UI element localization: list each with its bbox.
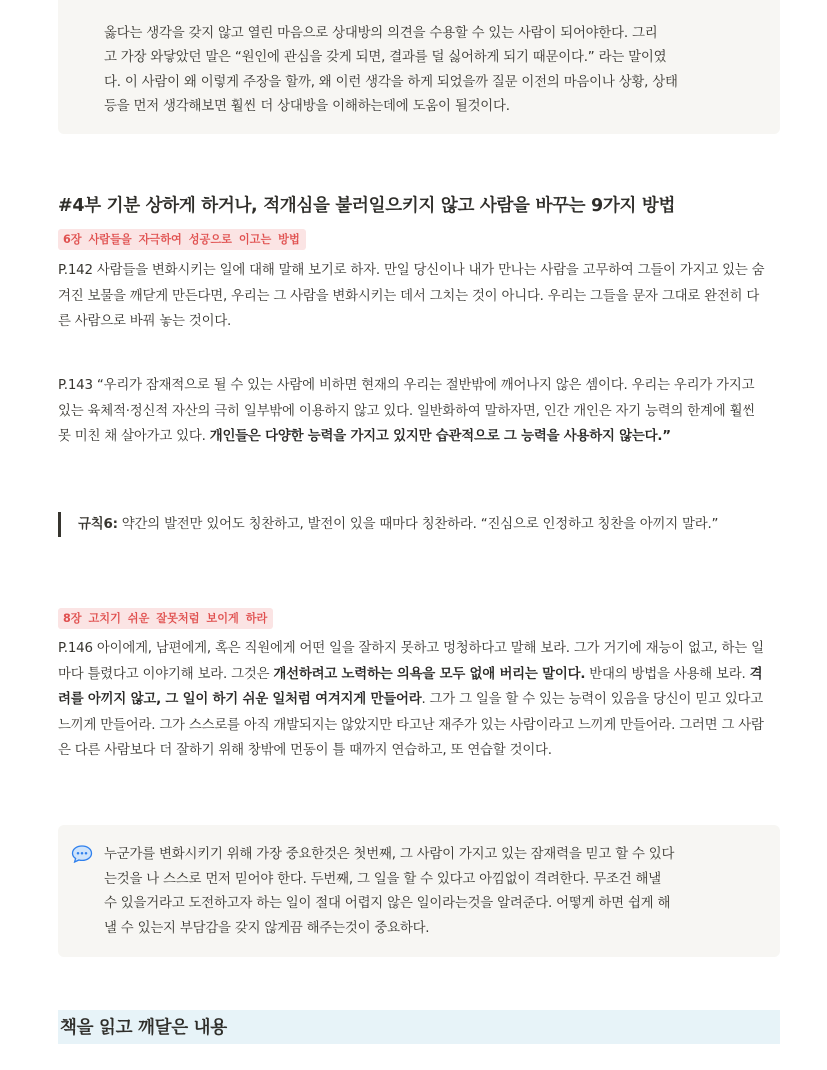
summary-line: 는것을 나 스스로 먼저 믿어야 한다. 두번째, 그 일을 할 수 있다고 아낌없이 격려한다. 무조건 해낼: [104, 871, 661, 887]
paragraph-p146: [58, 636, 770, 764]
callout-line: 다. 이 사람이 왜 이렇게 주장을 할까, 왜 이런 생각을 하게 되었을까 질문 이전의 마음이나 상황, 상태: [104, 74, 678, 90]
callout-line: 고 가장 와닿았던 말은 “원인에 관심을 갖게 되면, 결과를 덜 싫어하게 되기 때문이다.” 라는 말이였: [104, 50, 667, 66]
p143-bold-text: 개인들은 다양한 능력을 가지고 있지만 습관적으로 그 능력을 사용하지 않는다.: [209, 429, 663, 444]
p143-closing-quote: ”: [662, 429, 671, 444]
speech-bubble-icon: [71, 845, 93, 863]
summary-line: 누군가를 변화시키기 위해 가장 중요한것은 첫번째, 그 사람이 가지고 있는 잠재력을 믿고 할 수 있다: [104, 847, 675, 862]
summary-line: 낼 수 있는지 부담감을 갖지 않게끔 해주는것이 중요하다.: [104, 920, 430, 936]
rule-label: 규칙6:: [78, 517, 118, 532]
p143-text: P.143 “우리가 잠재적으로 될 수 있는 사람에 비하면 현재의 우리는 절반밖에 깨어나지 않은 셈이다. 우리는 우리가 가지고 있는 육체적·정신적 자산의 극히 일부밖에 이용하지 않고 있다. 일반화하여 말하자면, 인간 개인은 자기 능력의 한계에 훨씬 못 미친 채 살아가고 있다.: [58, 378, 756, 444]
p146-text-e: . 그가 그 일을 할 수 있는 능력이 있음을 당신이 믿고 있다고 느끼게 만들어라. 그가 스스로를 아직 개발되지는 않았지만 타고난 재주가 있는 사람이라고 느끼게 만들어라. 그러면 그 사람은 다른 사람보다 더 잘하기 위해 창밖에 먼동이 틀 때까지 연습하고, 또 연습할 것이다.: [58, 692, 764, 758]
chapter-tag-6: 6장 사람들을 자극하여 성공으로 이고는 방법: [58, 229, 306, 250]
reflection-callout-top: [58, 0, 780, 134]
rule-body: 약간의 발전만 있어도 칭찬하고, 발전이 있을 때마다 칭찬하라. “진심으로 인정하고 칭찬을 아끼지 말라.”: [117, 517, 719, 532]
reflection-heading: 책을 읽고 깨달은 내용: [58, 1010, 780, 1044]
rule-text: [78, 512, 770, 537]
p146-text-c: 반대의 방법을 사용해 보라.: [585, 666, 750, 682]
paragraph-p143: [58, 373, 770, 450]
p146-text-a: P.146 아이에게, 남편에게, 혹은 직원에게 어떤 일을 잘하지 못하고 멍청하다고 말해 보라. 그가 거기에 재능이 없고, 하는 일마다 틀렸다고 이야기해 보라. 그것은: [58, 641, 764, 682]
summary-line: 수 있을거라고 도전하고자 하는 일이 절대 어렵지 않은 일이라는것을 알려준다. 어떻게 하면 쉽게 해: [104, 896, 671, 911]
p146-bold-b: 개선하려고 노력하는 의욕을 모두 없애 버리는 말이다.: [273, 666, 586, 682]
p146-bold-d: 격려를 아끼지 않고, 그 일이 하기 쉬운 일처럼 여겨지게 만들어라: [58, 666, 763, 707]
callout-line: 옳다는 생각을 갖지 않고 열린 마음으로 상대방의 의견을 수용할 수 있는 사람이 되어야한다. 그리: [104, 26, 658, 41]
paragraph-p142: P.142 사람들을 변화시키는 일에 대해 말해 보기로 하자. 만일 당신이나 내가 만나는 사람을 고무하여 그들이 가지고 있는 숨겨진 보물을 깨닫게 만든다면, 우리는 그 사람을 변화시키는 데서 그치는 것이 아니다. 우리는 그들을 문자 그대로 완전히 다른 사람으로 바꿔 놓는 것이다.: [58, 263, 765, 329]
chapter-tag-8: 8장 고치기 쉬운 잘못처럼 보이게 하라: [58, 608, 273, 629]
callout-line: 등을 먼저 생각해보면 훨씬 더 상대방을 이해하는데에 도움이 될것이다.: [104, 98, 510, 114]
section-heading: #4부 기분 상하게 하거나, 적개심을 불러일으키지 않고 사람을 바꾸는 9가지 방법: [58, 196, 676, 216]
rule-quote: [58, 512, 770, 537]
summary-callout: [58, 825, 780, 957]
